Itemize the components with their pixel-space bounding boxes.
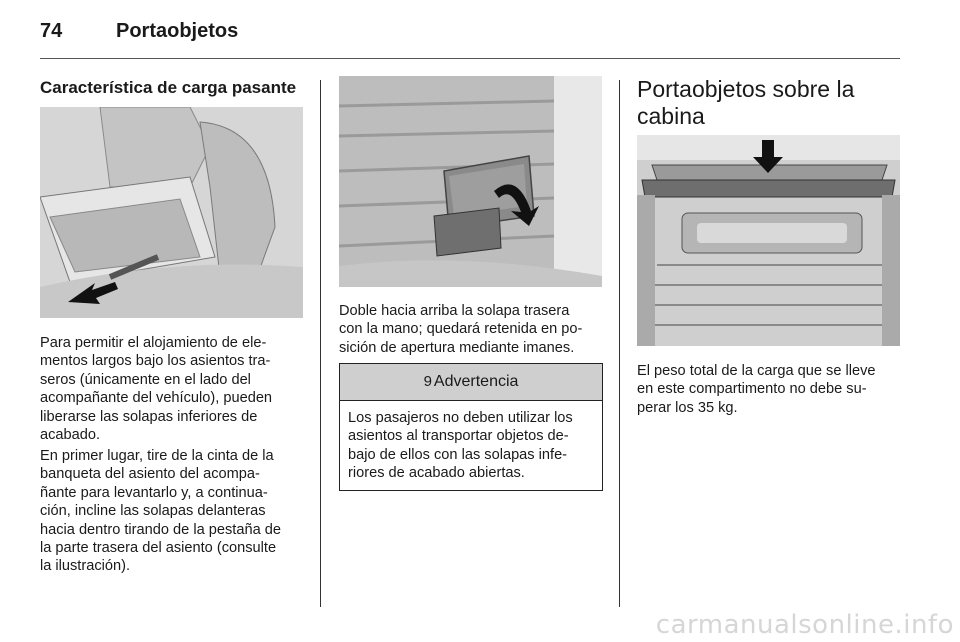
cab-storage-illustration xyxy=(637,135,900,346)
seat-flap-illustration xyxy=(40,107,303,318)
page-title: Portaobjetos xyxy=(116,20,239,42)
watermark: carmanualsonline.info xyxy=(655,610,954,640)
paragraph-rear-flap: Doble hacia arriba la solapa trasera con la mano; quedará retenida en po- sición de apertura mediante imanes. xyxy=(339,303,583,356)
header-divider xyxy=(40,58,900,59)
warning-triangle-icon: 9 xyxy=(423,373,432,390)
page-number: 74 xyxy=(40,20,63,42)
paragraph-cab-storage: El peso total de la carga que se lleve en este compartimento no debe su- perar los 35 kg. xyxy=(637,363,876,416)
warning-box xyxy=(339,363,603,491)
warning-title: Advertencia xyxy=(433,373,519,390)
rear-flap-illustration xyxy=(339,76,602,287)
page-header xyxy=(40,18,900,58)
warning-header xyxy=(340,364,602,401)
column-divider-1 xyxy=(320,80,321,607)
section-heading-pass-through: Característica de carga pasante xyxy=(40,78,297,97)
section-heading-cab-storage: Portaobjetos sobre la cabina xyxy=(637,76,855,129)
paragraph-instructions: En primer lugar, tire de la cinta de la banqueta del asiento del acompa- ñante para levantarlo y, a continua- ción, incline las solapas delanteras hacia dentro tirando de la pestaña de la parte trasera del asiento (consulte la ilustración). xyxy=(40,448,281,575)
column-divider-2 xyxy=(619,80,620,607)
paragraph-intro: Para permitir el alojamiento de ele- mentos largos bajo los asientos tra- seros (únicamente en el lado del acompañante del vehículo), pueden liberarse las solapas inferiores de acabado. xyxy=(40,335,273,444)
warning-text: Los pasajeros no deben utilizar los asientos al transportar objetos de- bajo de ellos con las solapas infe- riores de acabado abiertas. xyxy=(348,410,573,482)
